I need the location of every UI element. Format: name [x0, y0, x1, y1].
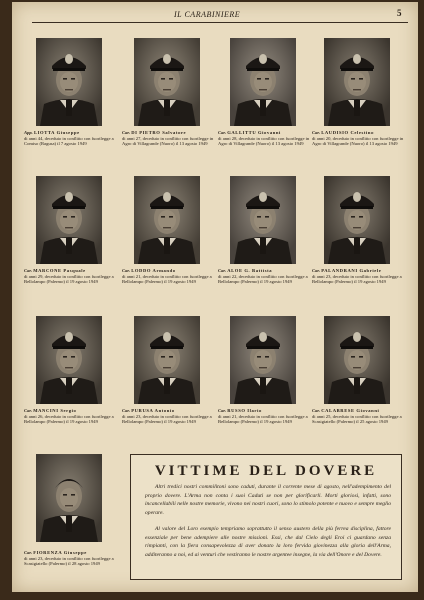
death-details: di anni 21, deceduto in conflitto con fuorilegge a Bellolampo (Palermo) il 19 agosto 1949 — [122, 273, 212, 285]
magazine-title: IL CARABINIERE — [174, 10, 241, 19]
rank-label: App. — [24, 130, 33, 135]
portrait-caption — [312, 408, 406, 425]
soldier-name: RUSSO Ilario — [227, 408, 262, 413]
portrait-photo — [36, 454, 102, 542]
portrait-photo — [134, 176, 200, 264]
soldier-name: MARCONE Pasquale — [33, 268, 86, 273]
portrait-photo — [324, 38, 390, 126]
death-details: di anni 27, deceduto in conflitto con fuorilegge in Agro di Villagrande (Nuoro) il 13 agosto 1949 — [122, 135, 214, 147]
portrait-caption — [218, 408, 312, 425]
page-header — [36, 10, 408, 22]
soldier-name: PURUSA Antonio — [131, 408, 175, 413]
rank-label: Car. — [24, 408, 33, 413]
portrait-caption — [122, 130, 216, 147]
soldier-name: DI PIETRO Salvatore — [131, 130, 187, 135]
death-details: di anni 28, deceduto in conflitto con fuorilegge in Agro di Villagrande (Nuoro) il 13 agosto 1949 — [218, 135, 310, 147]
portrait-photo — [230, 38, 296, 126]
death-details: di anni 23, deceduto in conflitto con fuorilegge a Bellolampo (Palermo) il 19 agosto 1949 — [312, 273, 402, 285]
portrait-caption — [24, 408, 118, 425]
rank-label: Car. — [312, 130, 321, 135]
rank-label: Car. — [122, 408, 131, 413]
soldier-name: PALANDRANI Gabriele — [321, 268, 382, 273]
soldier-name: CALABRESE Giovanni — [321, 408, 380, 413]
portrait-photo — [36, 316, 102, 404]
memorial-paragraph-1: Altri tredici nostri commilitoni sono caduti, durante il corrente mese di agosto, nell'adempimento del proprio dovere. L'Arma non conta i suoi Caduti se non per glorificarli. Morti gloriosi, infatti, sono incancellabili nelle nostre memorie, vivono nei nostri cuori, sono lo stimolo potente e nuovo e sempre meglio operare. — [145, 484, 391, 516]
portrait-caption — [312, 130, 406, 147]
portrait-caption — [218, 130, 312, 147]
soldier-name: GALLITTU Giovanni — [227, 130, 281, 135]
death-details: di anni 25, deceduto in conflitto con fuorilegge a Scasigiatello (Palermo) il 25 agosto 1949 — [312, 413, 402, 425]
death-details: di anni 23, deceduto in conflitto con fuorilegge a Bellolampo (Palermo) il 19 agosto 1949 — [122, 413, 212, 425]
soldier-name: FIORENZA Giuseppe — [33, 550, 87, 555]
portrait-caption — [24, 130, 118, 147]
portrait-caption — [24, 268, 118, 285]
memorial-paragraph-2: Al valore del Loro esempio tempriamo soprattutto il senso austero della più ferrea disciplina, fattore essenziale per bene adempiere alle nostre missioni. Essi, che dal Cielo degli Eroi ci guardano senza rimpianti, con la fiera consapevolezza di aver donato la loro fervida giovinezza alla gloria dell'Arma, additeranno a noi, ed ai venturi che vestiranno le nostre argentee insegne, la via dell'Onore e del Dovere. — [145, 526, 391, 558]
portrait-caption — [312, 268, 406, 285]
portrait-caption — [122, 408, 216, 425]
rank-label: Car. — [312, 408, 321, 413]
rank-label: Car. — [24, 268, 33, 273]
death-details: di anni 22, deceduto in conflitto con fuorilegge a Bellolampo (Palermo) il 19 agosto 1949 — [218, 273, 308, 285]
rank-label: Car. — [218, 268, 227, 273]
soldier-name: LAUDISIO Celestino — [321, 130, 374, 135]
death-details: di anni 21, deceduto in conflitto con fuorilegge a Bellolampo (Palermo) il 19 agosto 1949 — [218, 413, 308, 425]
rank-label: Car. — [122, 268, 131, 273]
page-number: 5 — [397, 8, 402, 18]
memorial-title: VITTIME DEL DOVERE — [154, 463, 378, 479]
portrait-photo — [324, 176, 390, 264]
death-details: di anni 44, deceduto in conflitto con fuorilegge a Comiso (Ragusa) il 7 agosto 1949 — [24, 135, 114, 147]
portrait-photo — [36, 176, 102, 264]
portrait-caption — [122, 268, 216, 285]
rank-label: Car. — [312, 268, 321, 273]
rank-label: Car. — [218, 130, 227, 135]
death-details: di anni 26, deceduto in conflitto con fuorilegge a Bellolampo (Palermo) il 19 agosto 1949 — [24, 413, 114, 425]
rank-label: Car. — [122, 130, 131, 135]
soldier-name: MANCINI Sergio — [33, 408, 77, 413]
soldier-name: LIOTTA Giuseppe — [33, 130, 80, 135]
header-rule — [32, 22, 408, 23]
portrait-photo — [36, 38, 102, 126]
rank-label: Car. — [24, 550, 33, 555]
memorial-box — [130, 454, 402, 580]
portrait-photo — [134, 38, 200, 126]
portrait-photo — [230, 176, 296, 264]
soldier-name: LODDO Armando — [131, 268, 176, 273]
death-details: di anni 23, deceduto in conflitto con fuorilegge a Scasigiatello (Palermo) il 28 agosto 1949 — [24, 555, 114, 567]
rank-label: Car. — [218, 408, 227, 413]
soldier-name: ALOE G. Battista — [227, 268, 273, 273]
portrait-photo — [230, 316, 296, 404]
portrait-photo — [134, 316, 200, 404]
death-details: di anni 20, deceduto in conflitto con fuorilegge in Agro di Villagrande (Nuoro) il 13 agosto 1949 — [312, 135, 404, 147]
portrait-photo — [324, 316, 390, 404]
magazine-page — [12, 2, 418, 592]
death-details: di anni 29, deceduto in conflitto con fuorilegge a Bellolampo (Palermo) il 19 agosto 1949 — [24, 273, 114, 285]
portrait-caption — [24, 550, 118, 567]
portrait-caption — [218, 268, 312, 285]
